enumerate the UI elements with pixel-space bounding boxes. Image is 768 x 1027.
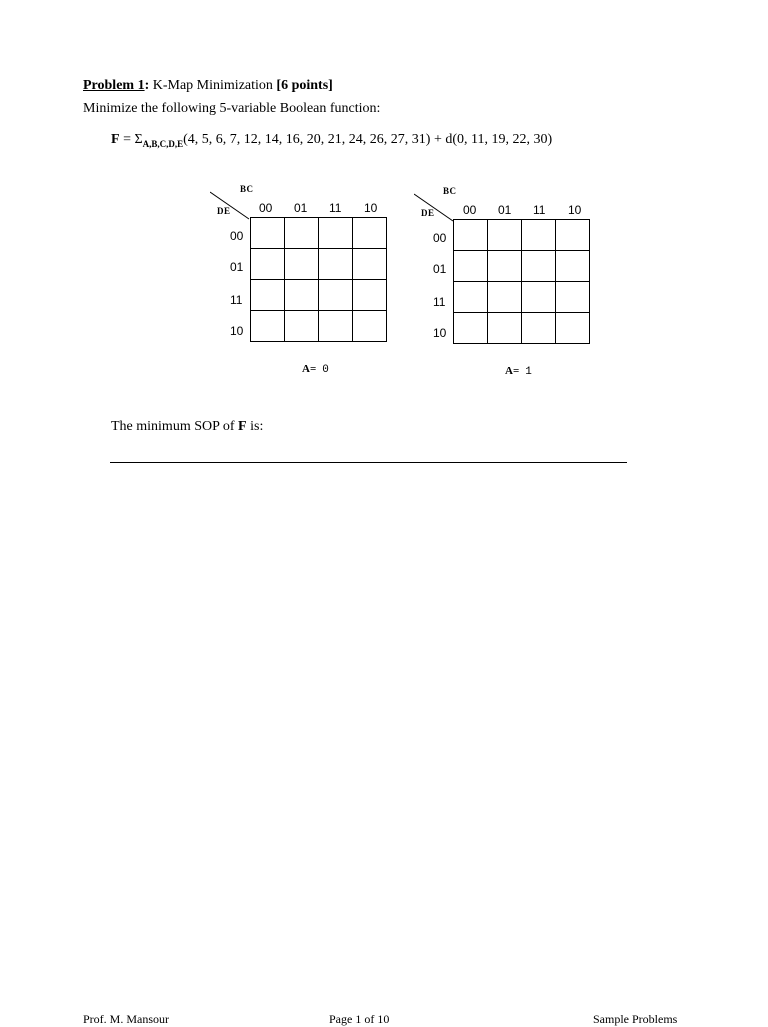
kmap-col-header: 10 <box>364 201 378 215</box>
answer-prompt-var: F <box>238 419 247 434</box>
kmap-cell[interactable] <box>522 251 556 282</box>
kmap-cell[interactable] <box>488 282 522 313</box>
kmap-row-var: DE <box>217 206 231 216</box>
problem-title: K-Map Minimization <box>152 78 273 93</box>
kmap-cell[interactable] <box>522 282 556 313</box>
kmap-grid <box>250 217 387 342</box>
kmap-cell[interactable] <box>251 311 285 342</box>
kmap-cell[interactable] <box>488 313 522 344</box>
kmap-row <box>251 218 387 249</box>
kmap-a0 <box>210 180 400 380</box>
boolean-function <box>111 132 552 149</box>
kmap-row <box>251 280 387 311</box>
function-lhs: F <box>111 132 120 147</box>
kmap-col-header: 01 <box>294 201 308 215</box>
kmap-row-header: 10 <box>433 326 447 340</box>
kmap-cell[interactable] <box>454 282 488 313</box>
kmap-col-header: 00 <box>259 201 273 215</box>
kmap-col-header: 00 <box>463 203 477 217</box>
kmap-col-var: BC <box>240 184 254 194</box>
kmap-cell[interactable] <box>285 249 319 280</box>
kmap-cell[interactable] <box>556 220 590 251</box>
problem-colon: : <box>144 78 150 93</box>
kmap-a-value: 0 <box>322 364 329 376</box>
kmap-a-label <box>505 365 532 378</box>
kmap-cell[interactable] <box>556 251 590 282</box>
kmap-row <box>454 251 590 282</box>
kmap-row <box>251 249 387 280</box>
kmap-cell[interactable] <box>556 313 590 344</box>
kmap-col-header: 10 <box>568 203 582 217</box>
kmap-cell[interactable] <box>522 313 556 344</box>
kmap-col-header: 01 <box>498 203 512 217</box>
kmap-cell[interactable] <box>251 218 285 249</box>
kmap-cell[interactable] <box>251 280 285 311</box>
kmap-cell[interactable] <box>319 280 353 311</box>
kmap-cell[interactable] <box>319 249 353 280</box>
kmap-cell[interactable] <box>522 220 556 251</box>
kmap-cell[interactable] <box>488 220 522 251</box>
kmap-row-header: 01 <box>230 260 244 274</box>
kmap-cell[interactable] <box>285 311 319 342</box>
problem-heading <box>83 78 333 94</box>
kmap-row-header: 01 <box>433 262 447 276</box>
kmap-row <box>454 313 590 344</box>
function-minterms: (4, 5, 6, 7, 12, 14, 16, 20, 21, 24, 26, 27, 31) + d(0, 11, 19, 22, 30) <box>183 132 553 147</box>
kmap-cell[interactable] <box>353 249 387 280</box>
footer-document-title: Sample Problems <box>593 1012 678 1026</box>
kmap-cell[interactable] <box>454 251 488 282</box>
kmap-row-header: 11 <box>230 293 243 307</box>
answer-prompt <box>111 419 263 435</box>
footer-author: Prof. M. Mansour <box>83 1012 169 1026</box>
kmap-cell[interactable] <box>251 249 285 280</box>
kmap-a1 <box>414 182 604 382</box>
kmap-a-label <box>302 363 329 376</box>
kmap-row <box>251 311 387 342</box>
function-subscript: A,B,C,D,E <box>142 138 184 149</box>
kmap-col-header: 11 <box>533 203 546 217</box>
kmap-a-key: A= <box>302 363 317 375</box>
kmap-col-header: 11 <box>329 201 342 215</box>
kmap-cell[interactable] <box>285 218 319 249</box>
kmap-cell[interactable] <box>488 251 522 282</box>
kmap-row <box>454 282 590 313</box>
kmap-cell[interactable] <box>285 280 319 311</box>
instruction-text: Minimize the following 5-variable Boolean function: <box>83 101 381 116</box>
kmap-a-key: A= <box>505 365 520 377</box>
kmap-cell[interactable] <box>353 280 387 311</box>
kmap-cell[interactable] <box>319 218 353 249</box>
function-equals: = <box>119 132 135 147</box>
kmap-cell[interactable] <box>353 311 387 342</box>
kmap-cell[interactable] <box>319 311 353 342</box>
answer-blank-line[interactable] <box>110 462 627 463</box>
kmap-row-var: DE <box>421 208 435 218</box>
kmap-grid <box>453 219 590 344</box>
kmap-col-var: BC <box>443 186 457 196</box>
problem-points: [6 points] <box>276 78 333 93</box>
kmap-cell[interactable] <box>454 313 488 344</box>
kmap-row-header: 00 <box>230 229 244 243</box>
kmap-row <box>454 220 590 251</box>
sigma-symbol: Σ <box>134 132 143 147</box>
answer-prompt-pre: The minimum SOP of <box>111 419 239 434</box>
kmap-row-header: 10 <box>230 324 244 338</box>
kmap-a-value: 1 <box>525 366 532 378</box>
footer-page-number: Page 1 of 10 <box>329 1012 390 1026</box>
kmap-cell[interactable] <box>556 282 590 313</box>
problem-number: Problem 1 <box>83 78 145 93</box>
kmap-row-header: 00 <box>433 231 447 245</box>
kmap-cell[interactable] <box>353 218 387 249</box>
answer-prompt-post: is: <box>246 419 264 434</box>
kmap-cell[interactable] <box>454 220 488 251</box>
kmap-row-header: 11 <box>433 295 446 309</box>
